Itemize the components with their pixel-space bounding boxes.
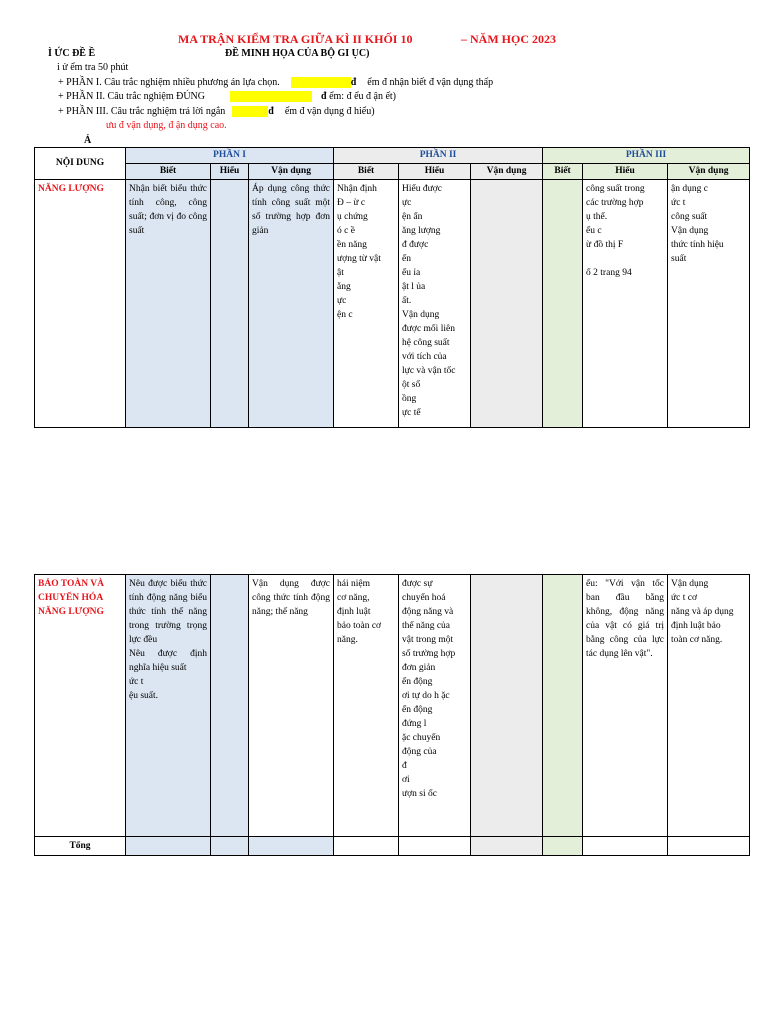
total-cell (249, 837, 334, 856)
document-title: MA TRẬN KIỂM TRA GIỮA KÌ II KHỐI 10 (178, 32, 413, 46)
subheader-hieu: Hiểu (399, 164, 471, 180)
content-cell: Nhận biết biểu thức tính công, công suất; đơn vị đo công suất (126, 180, 211, 428)
total-cell (543, 837, 583, 856)
part3-description (58, 106, 375, 117)
part1-text: + PHẦN I. Câu trắc nghiệm nhiều phương án lựa chọn. (58, 77, 280, 88)
part2-text: + PHẦN II. Câu trắc nghiệm ĐÚNG (58, 91, 206, 102)
content-cell: Hiểu được ực ện ẩn ăng lượng đ được ển ểu ỉa ật l ủa ất. Vận dụng được mối liên hệ công suất với tích của lực và vận tốc ột số ồng ực tế (399, 180, 471, 428)
content-cell (543, 575, 583, 837)
content-cell (471, 575, 543, 837)
total-label: Tổng (35, 837, 126, 856)
subheader-van-dung: Vận dụng (668, 164, 750, 180)
content-cell: Vận dụng ức t cơ năng và áp dụng định luật bảo toàn cơ năng. (668, 575, 750, 837)
subheader-biet: Biết (126, 164, 211, 180)
header-phan-1: PHẦN I (126, 148, 334, 164)
content-cell: Vận dụng được công thức tính động năng; thế năng (249, 575, 334, 837)
total-cell (126, 837, 211, 856)
total-row (35, 837, 750, 856)
content-cell (211, 575, 249, 837)
content-cell: ận dụng c ức t công suất Vận dụng thức tính hiệu suất (668, 180, 750, 428)
content-cell: ểu: "Với vận tốc ban đầu bằng không, động năng của vật có giá trị bằng công của lực tác dụng lên vật". (583, 575, 668, 837)
content-cell: Áp dụng công thức tính công suất một số trường hợp đơn giản (249, 180, 334, 428)
part3-text: + PHẦN III. Câu trắc nghiệm trả lời ngắn (58, 106, 226, 117)
subheader-hieu: Hiểu (583, 164, 668, 180)
content-cell: hái niệm cơ năng, định luật bảo toàn cơ năng. (334, 575, 399, 837)
content-cell: được sự chuyển hoá động năng và thế năng của vật trong một số trường hợp đơn giản ển động ơi tự do h ặc ển động đứng l ặc chuyển động của đ ơi ượn si ốc (399, 575, 471, 837)
total-cell (334, 837, 399, 856)
header-noi-dung: NỘI DUNG (35, 148, 126, 180)
header-line2-left: Ì ỨC ĐỀ Ề (48, 48, 96, 59)
subheader-hieu: Hiểu (211, 164, 249, 180)
header-phan-2: PHẦN II (334, 148, 543, 164)
content-cell: Nêu được biểu thức tính động năng biểu thức tính thế năng trong trường trọng lực đều Nêu được định nghĩa hiệu suất ức t ệu suất. (126, 575, 211, 837)
part1-description (58, 77, 493, 88)
content-cell (471, 180, 543, 428)
part1-score-tail: ểm đ nhận biết đ vận dụng thấp (367, 77, 494, 88)
highlight-mark (232, 106, 268, 117)
note-red: ưu đ vận dụng, đ ận dụng cao. (106, 120, 227, 131)
total-cell (668, 837, 750, 856)
highlight-mark (230, 91, 312, 102)
part1-score-d: đ (350, 77, 357, 88)
stray-letter: Ả (84, 135, 92, 146)
subheader-biet: Biết (334, 164, 399, 180)
topic-cell: NĂNG LƯỢNG (35, 180, 126, 428)
part3-score-tail: ểm đ vận dụng đ hiểu) (284, 106, 375, 117)
subheader-biet: Biết (543, 164, 583, 180)
header-line2-right: ĐỀ MINH HỌA CỦA BỘ GI ỤC) (225, 48, 370, 59)
school-year: – NĂM HỌC 2023 (461, 32, 556, 46)
matrix-table-bottom (34, 574, 750, 856)
part2-score-tail: ểm: đ ểu đ ận ết) (329, 91, 396, 102)
table-row (35, 180, 750, 428)
total-cell (583, 837, 668, 856)
exam-time: i ử ểm tra 50 phút (57, 62, 129, 73)
total-cell (399, 837, 471, 856)
subheader-van-dung: Vận dụng (471, 164, 543, 180)
highlight-mark (291, 77, 351, 88)
subheader-van-dung: Vận dụng (249, 164, 334, 180)
content-cell (211, 180, 249, 428)
total-cell (211, 837, 249, 856)
part2-score-d: đ (321, 91, 327, 102)
matrix-table-top (34, 147, 750, 428)
content-cell: Nhận định Đ – ừ c ụ chứng ó c ề ền năng ượng từ vật ật ằng ực ện c (334, 180, 399, 428)
content-cell: công suất trong các trường hợp ụ thể. ểu c ừ đồ thị F ố 2 trang 94 (583, 180, 668, 428)
header-phan-3: PHẦN III (543, 148, 750, 164)
total-cell (471, 837, 543, 856)
part2-description (58, 91, 396, 102)
table-row (35, 575, 750, 837)
content-cell (543, 180, 583, 428)
part3-score-d: đ (268, 106, 274, 117)
topic-cell: BẢO TOÀN VÀ CHUYỂN HÓA NĂNG LƯỢNG (35, 575, 126, 837)
